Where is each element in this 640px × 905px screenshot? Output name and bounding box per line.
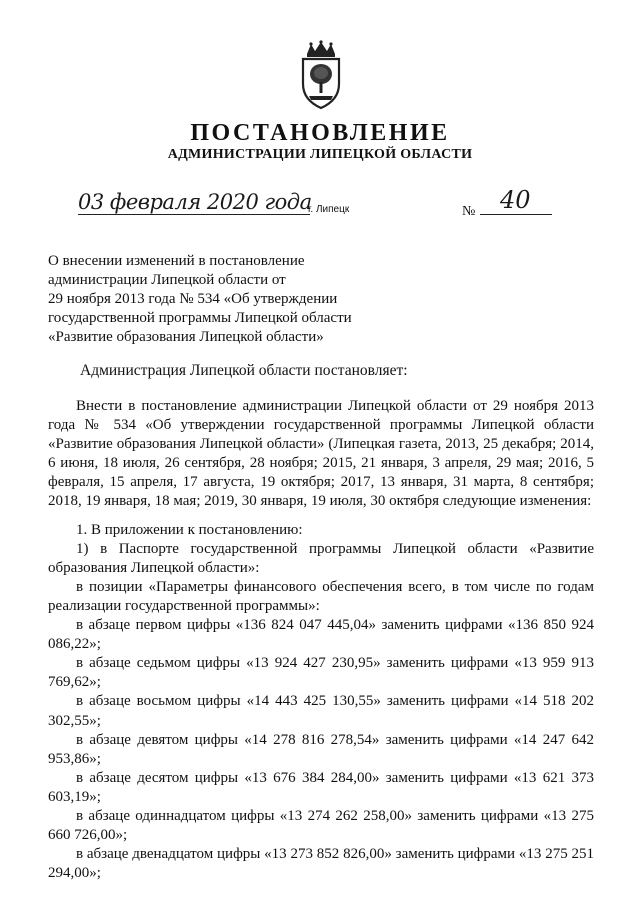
place-label: г. Липецк bbox=[308, 204, 350, 215]
body-paragraph: Внести в постановление администрации Липецкой области от 29 ноября 2013 года № 534 «Об утверждении государственной программы Липецкой области «Развитие образования Липецкой области» (Липецкая газета, 2013, 25 декабря; 2014, 6 июня, 18 июля, 26 сентября, 28 ноября; 2015, 21 января, 3 апреля, 29 мая; 2016, 5 февраля, 15 апреля, 17 августа, 19 октября; 2017, 13 января, 31 марта, 8 сентября; 2018, 19 января, 18 мая; 2019, 30 января, 19 июля, 30 октября следующие изменения: bbox=[48, 398, 594, 510]
subject-line: О внесении изменений в постановление bbox=[48, 253, 305, 269]
document-subtitle: АДМИНИСТРАЦИИ ЛИПЕЦКОЙ ОБЛАСТИ bbox=[167, 147, 473, 162]
body-paragraph: в абзаце первом цифры «136 824 047 445,04» заменить цифрами «136 850 924 086,22»; bbox=[48, 617, 594, 653]
number-label: № bbox=[462, 204, 476, 219]
body-paragraph: 1. В приложении к постановлению: bbox=[76, 521, 303, 538]
handwritten-date: 03 февраля 2020 года bbox=[78, 190, 312, 214]
coat-of-arms-icon bbox=[298, 40, 344, 110]
body-paragraph: в абзаце одиннадцатом цифры «13 274 262 258,00» заменить цифрами «13 275 660 726,00»; bbox=[48, 807, 594, 844]
date-underline bbox=[78, 214, 310, 215]
body-paragraph: в абзаце восьмом цифры «14 443 425 130,55» заменить цифрами «14 518 202 302,55»; bbox=[48, 693, 594, 729]
body-paragraph: 1) в Паспорте государственной программы Липецкой области «Развитие образования Липецкой области»: bbox=[48, 540, 594, 576]
subject-line: государственной программы Липецкой области bbox=[48, 310, 352, 326]
body-paragraph: в абзаце девятом цифры «14 278 816 278,54» заменить цифрами «14 247 642 953,86»; bbox=[48, 731, 594, 767]
document-subject bbox=[48, 252, 352, 347]
subject-line: «Развитие образования Липецкой области» bbox=[48, 329, 324, 345]
handwritten-number: 40 bbox=[500, 186, 531, 214]
subject-line: 29 ноября 2013 года № 534 «Об утверждении bbox=[48, 291, 338, 307]
document-body bbox=[48, 397, 594, 883]
lead-sentence: Администрация Липецкой области постановляет: bbox=[80, 362, 408, 379]
body-paragraph: в абзаце десятом цифры «13 676 384 284,00» заменить цифрами «13 621 373 603,19»; bbox=[48, 769, 594, 805]
subject-line: администрации Липецкой области от bbox=[48, 272, 286, 288]
document-title: ПОСТАНОВЛЕНИЕ bbox=[190, 120, 450, 146]
body-paragraph: в абзаце двенадцатом цифры «13 273 852 826,00» заменить цифрами «13 275 251 294,00»; bbox=[48, 846, 594, 882]
body-paragraph: в позиции «Параметры финансового обеспечения всего, в том числе по годам реализации государственной программы»: bbox=[48, 578, 594, 614]
number-underline bbox=[480, 214, 552, 215]
body-paragraph: в абзаце седьмом цифры «13 924 427 230,95» заменить цифрами «13 959 913 769,62»; bbox=[48, 655, 594, 691]
